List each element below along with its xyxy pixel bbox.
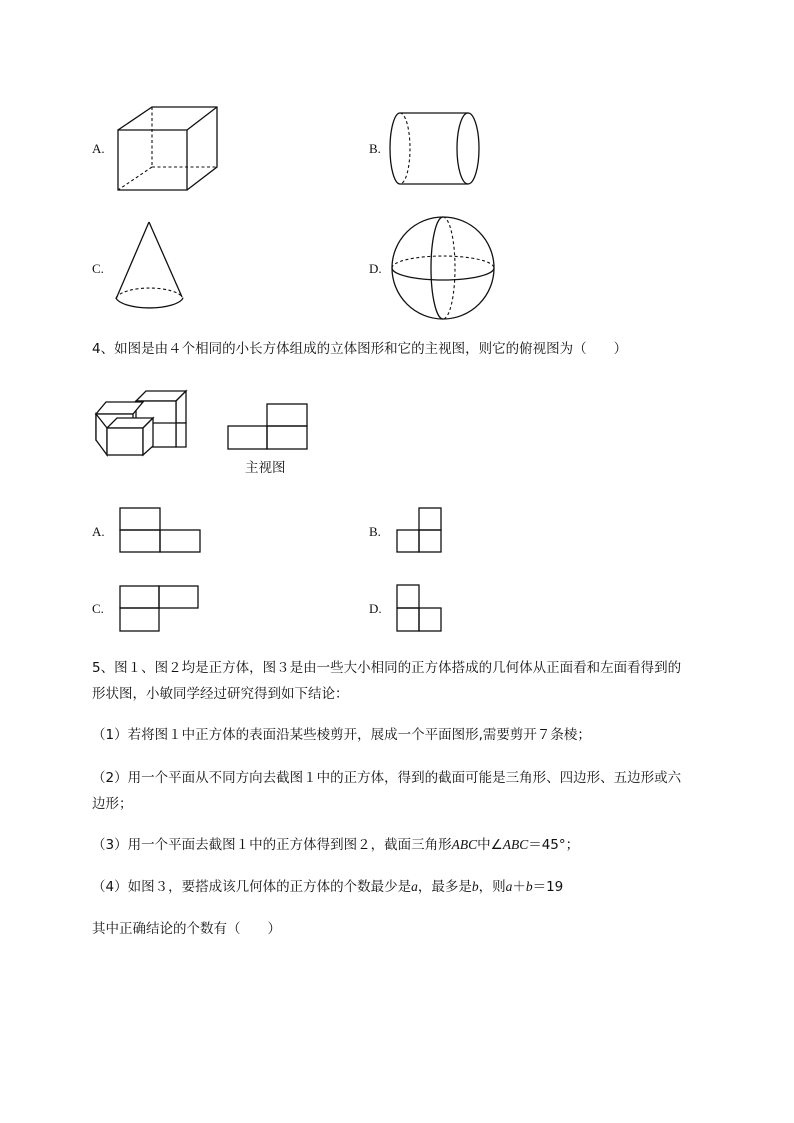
q5-conclusion-2-line1: （2）用一个平面从不同方向去截图１中的正方体，得到的截面可能是三角形、四边形、五边形或六	[92, 770, 682, 786]
q5-conclusion-4	[92, 877, 563, 897]
q5-conclusion-2-line2: 边形；	[92, 796, 133, 812]
c3-var-abc-2: ABC	[502, 837, 529, 852]
c4-text-post: ＝19	[532, 879, 564, 895]
c4-var-a: a	[411, 879, 418, 894]
option-c-label: C.	[92, 261, 104, 276]
q5-stem-line1: 5、图１、图２均是正方体，图３是由一些大小相同的正方体搭成的几何体从正面看和左面看得到的	[92, 660, 682, 676]
option-a-label: A.	[92, 141, 105, 156]
q4-option-d-label: D.	[369, 601, 382, 616]
q5-final-question: 其中正确结论的个数有（ ）	[92, 921, 281, 937]
q4-option-b-label: B.	[369, 524, 381, 539]
c3-var-abc: ABC	[451, 837, 478, 852]
c4-text-mid2: ，则	[478, 879, 506, 895]
c3-text-post: ＝45°；	[528, 837, 580, 853]
q5-conclusion-3	[92, 835, 579, 855]
c3-text-mid: 中∠	[477, 837, 503, 853]
q4-option-a-label: A.	[92, 524, 105, 539]
c4-plus: ＋	[512, 879, 526, 895]
option-d-label: D.	[369, 261, 382, 276]
c3-text-pre: （3）用一个平面去截图１中的正方体得到图２，截面三角形	[92, 837, 452, 853]
option-b-label: B.	[369, 141, 381, 156]
front-view-caption: 主视图	[245, 460, 286, 476]
c4-text-mid: ，最多是	[417, 879, 472, 895]
c4-text-pre: （4）如图３，要搭成该几何体的正方体的个数最少是	[92, 879, 412, 895]
c4-var-a-2: a	[505, 879, 513, 894]
q4-option-c-label: C.	[92, 601, 104, 616]
q5-conclusion-1: （1）若将图１中正方体的表面沿某些棱剪开，展成一个平面图形,需要剪开７条棱；	[92, 727, 591, 743]
q5-stem-line2: 形状图，小敏同学经过研究得到如下结论：	[92, 686, 349, 702]
c4-var-b: b	[471, 879, 479, 894]
c4-var-b-2: b	[525, 879, 533, 894]
q4-stem: 4、如图是由４个相同的小长方体组成的立体图形和它的主视图，则它的俯视图为（ ）	[92, 341, 628, 357]
